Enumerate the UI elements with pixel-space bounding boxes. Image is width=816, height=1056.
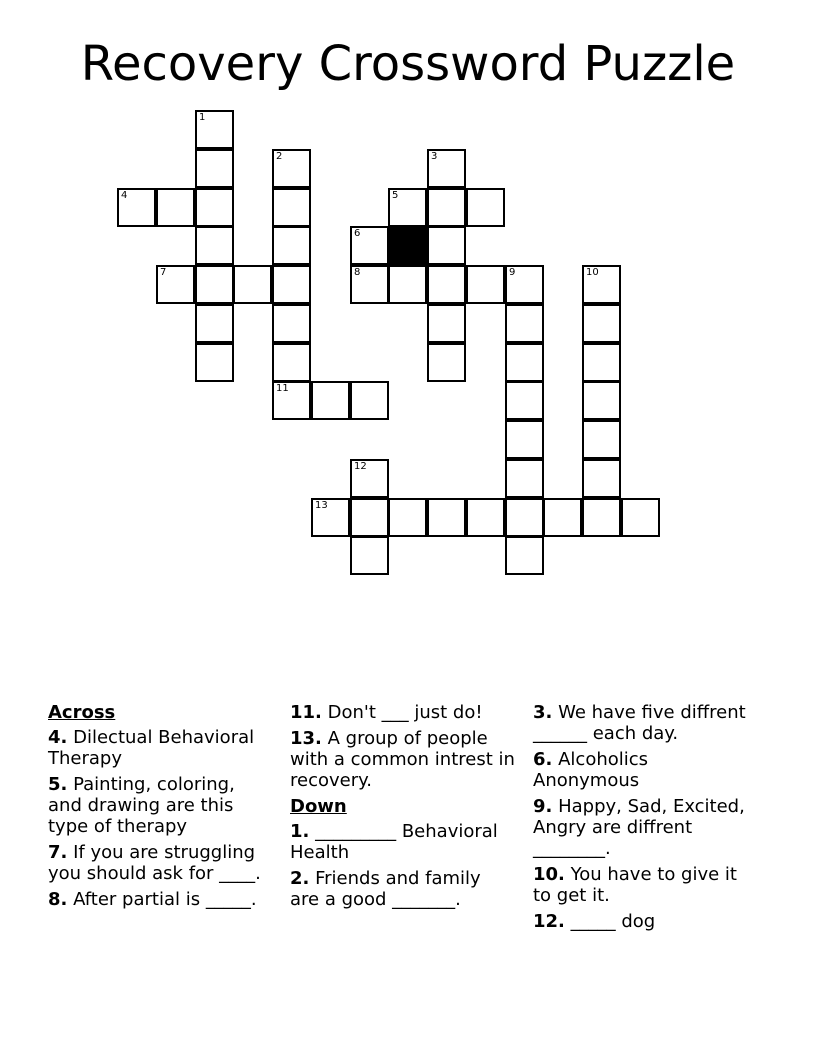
grid-cell[interactable] (505, 536, 544, 575)
page-title: Recovery Crossword Puzzle (80, 36, 736, 92)
grid-cell[interactable] (582, 343, 621, 382)
cell-number: 7 (160, 267, 167, 278)
grid-cell[interactable] (427, 498, 466, 537)
clue-down-10: 10. You have to give it to get it. (533, 864, 737, 906)
grid-cell[interactable] (427, 265, 466, 304)
grid-cell[interactable] (582, 381, 621, 420)
grid-cell[interactable] (466, 188, 505, 227)
grid-cell[interactable] (195, 188, 234, 227)
grid-cell[interactable] (505, 304, 544, 343)
grid-cell[interactable] (156, 188, 195, 227)
grid-cell[interactable] (505, 381, 544, 420)
grid-cell[interactable] (311, 381, 350, 420)
cell-number: 3 (431, 151, 438, 162)
clue-across-8: 8. After partial is _____. (48, 889, 257, 910)
grid-cell[interactable] (543, 498, 582, 537)
clues-column-3 (533, 702, 758, 937)
grid-cell[interactable] (156, 265, 195, 304)
grid-cell[interactable] (272, 304, 311, 343)
grid-cell[interactable] (505, 498, 544, 537)
grid-cell[interactable] (582, 498, 621, 537)
grid-cell[interactable] (350, 265, 389, 304)
grid-cell[interactable] (233, 265, 272, 304)
grid-cell[interactable] (195, 265, 234, 304)
grid-cell[interactable] (272, 149, 311, 188)
clue-across-4: 4. Dilectual Behavioral Therapy (48, 727, 255, 769)
cell-number: 12 (354, 461, 367, 472)
down-header: Down (290, 796, 347, 817)
black-square (388, 226, 427, 265)
grid-cell[interactable] (195, 343, 234, 382)
clues-column-2 (290, 702, 515, 915)
grid-cell[interactable] (272, 265, 311, 304)
grid-cell[interactable] (350, 536, 389, 575)
grid-cell[interactable] (117, 188, 156, 227)
grid-cell[interactable] (388, 265, 427, 304)
clue-down-1: 1. _________ Behavioral Health (290, 821, 498, 863)
grid-cell[interactable] (505, 265, 544, 304)
grid-cell[interactable] (427, 226, 466, 265)
grid-cell[interactable] (195, 110, 234, 149)
grid-cell[interactable] (427, 343, 466, 382)
cell-number: 8 (354, 267, 361, 278)
grid-cell[interactable] (466, 265, 505, 304)
grid-cell[interactable] (582, 265, 621, 304)
cell-number: 5 (392, 190, 399, 201)
grid-cell[interactable] (311, 498, 350, 537)
grid-cell[interactable] (195, 226, 234, 265)
clue-down-12: 12. _____ dog (533, 911, 656, 932)
grid-cell[interactable] (427, 304, 466, 343)
cell-number: 6 (354, 228, 361, 239)
cell-number: 13 (315, 500, 328, 511)
clues-column-1 (48, 702, 273, 915)
clue-down-2: 2. Friends and family are a good _______. (290, 868, 481, 910)
cell-number: 4 (121, 190, 128, 201)
grid-cell[interactable] (388, 498, 427, 537)
cell-number: 2 (276, 151, 283, 162)
grid-cell[interactable] (350, 498, 389, 537)
cell-number: 9 (509, 267, 516, 278)
grid-cell[interactable] (272, 188, 311, 227)
cell-number: 11 (276, 383, 289, 394)
grid-cell[interactable] (195, 304, 234, 343)
grid-cell[interactable] (505, 420, 544, 459)
grid-cell[interactable] (505, 459, 544, 498)
cell-number: 10 (586, 267, 599, 278)
grid-cell[interactable] (350, 459, 389, 498)
grid-cell[interactable] (505, 343, 544, 382)
grid-cell[interactable] (272, 226, 311, 265)
clue-across-11: 11. Don't ___ just do! (290, 702, 483, 723)
grid-cell[interactable] (427, 188, 466, 227)
cell-number: 1 (199, 112, 206, 123)
across-header: Across (48, 702, 116, 723)
grid-cell[interactable] (350, 381, 389, 420)
grid-cell[interactable] (466, 498, 505, 537)
clue-down-9: 9. Happy, Sad, Excited, Angry are diffrent ________. (533, 796, 745, 859)
clue-down-6: 6. Alcoholics Anonymous (533, 749, 649, 791)
grid-cell[interactable] (621, 498, 660, 537)
grid-cell[interactable] (195, 149, 234, 188)
clue-across-5: 5. Painting, coloring, and drawing are this type of therapy (48, 774, 235, 837)
clue-across-7: 7. If you are struggling you should ask for ____. (48, 842, 261, 884)
clue-down-3: 3. We have five diffrent ______ each day. (533, 702, 746, 744)
clue-across-13: 13. A group of people with a common intrest in recovery. (290, 728, 515, 791)
grid-cell[interactable] (582, 459, 621, 498)
grid-cell[interactable] (427, 149, 466, 188)
grid-cell[interactable] (388, 188, 427, 227)
grid-cell[interactable] (582, 304, 621, 343)
grid-cell[interactable] (272, 381, 311, 420)
grid-cell[interactable] (272, 343, 311, 382)
grid-cell[interactable] (582, 420, 621, 459)
grid-cell[interactable] (350, 226, 389, 265)
